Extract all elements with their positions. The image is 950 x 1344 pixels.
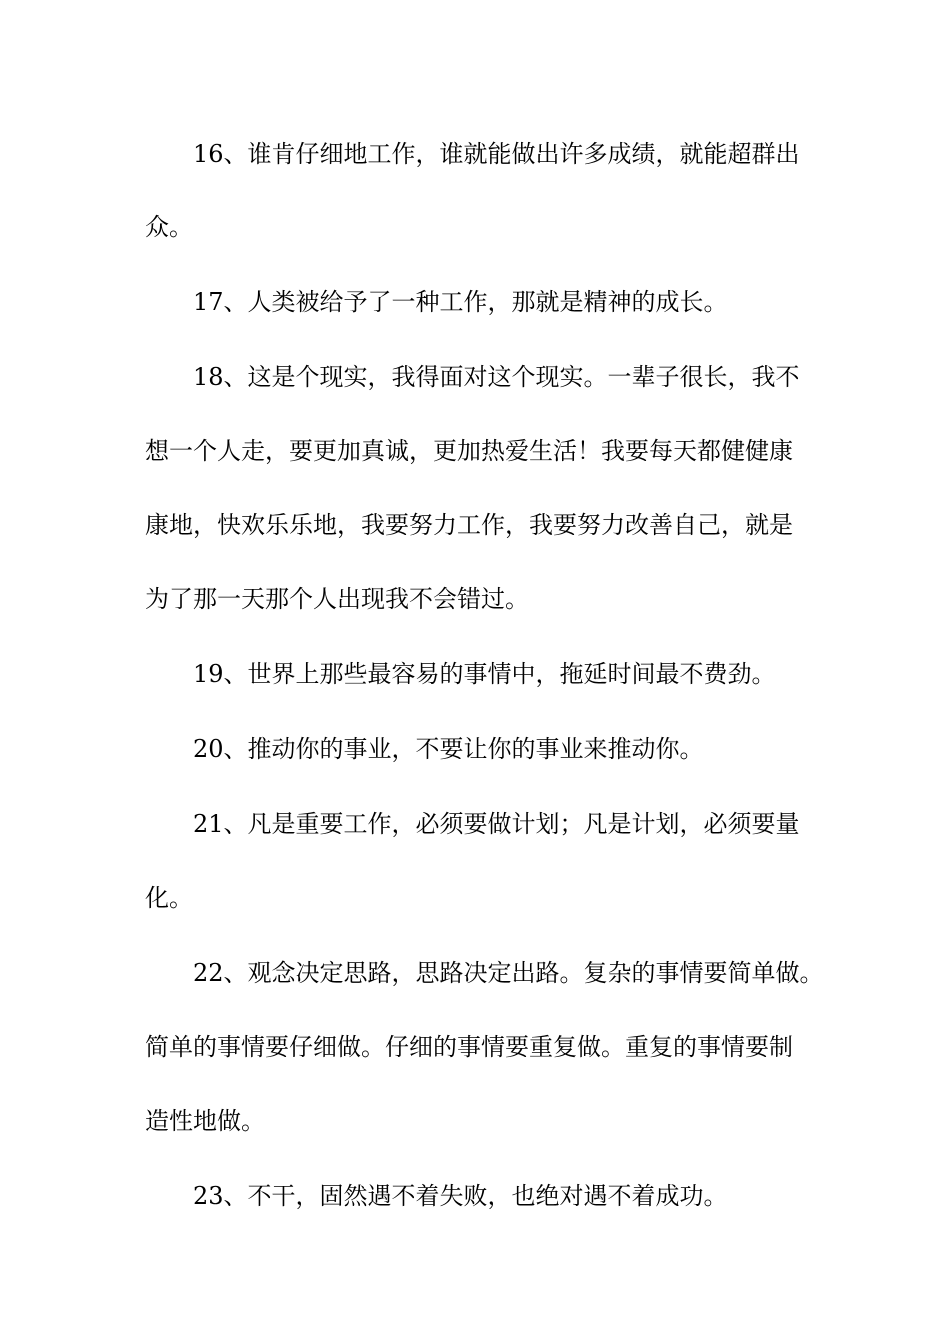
paragraph-22-line-3: 造性地做。 [145,1107,265,1135]
paragraph-21-line-2: 化。 [145,884,193,912]
paragraph-18-line-3: 康地，快欢乐乐地，我要努力工作，我要努力改善自己，就是 [145,511,793,539]
paragraph-17-line-1: 17、人类被给予了一种工作，那就是精神的成长。 [193,288,728,316]
paragraph-16-line-2: 众。 [145,213,193,241]
paragraph-19-line-1: 19、世界上那些最容易的事情中，拖延时间最不费劲。 [193,660,776,688]
paragraph-18-line-2: 想一个人走，要更加真诚，更加热爱生活！我要每天都健健康 [145,437,793,465]
paragraph-22-line-2: 简单的事情要仔细做。仔细的事情要重复做。重复的事情要制 [145,1033,793,1061]
paragraph-20-line-1: 20、推动你的事业，不要让你的事业来推动你。 [193,735,704,763]
paragraph-23-line-1: 23、不干，固然遇不着失败，也绝对遇不着成功。 [193,1182,728,1210]
paragraph-21-line-1: 21、凡是重要工作，必须要做计划；凡是计划，必须要量 [193,810,800,838]
paragraph-18-line-1: 18、这是个现实，我得面对这个现实。一辈子很长，我不 [193,363,800,391]
paragraph-16-line-1: 16、谁肯仔细地工作，谁就能做出许多成绩，就能超群出 [193,140,800,168]
paragraph-18-line-4: 为了那一天那个人出现我不会错过。 [145,585,529,613]
paragraph-22-line-1: 22、观念决定思路，思路决定出路。复杂的事情要简单做。 [193,959,824,987]
